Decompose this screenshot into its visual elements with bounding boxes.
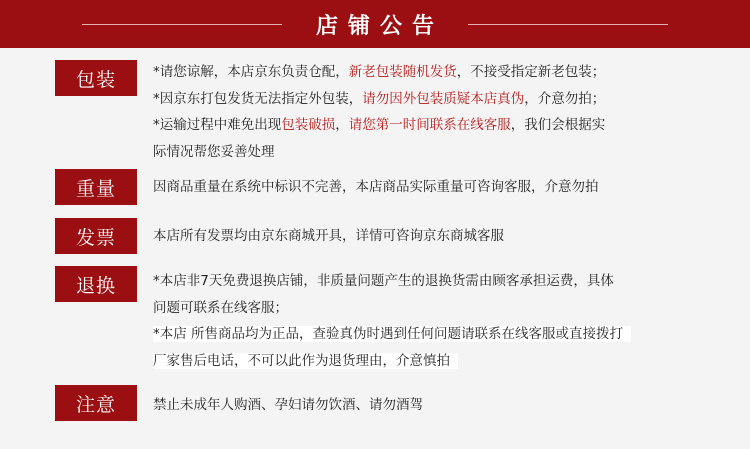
section-weight-text (153, 174, 713, 201)
section-label-weight: 重量 (55, 169, 137, 205)
section-notice-text (153, 392, 713, 419)
section-label-returns: 退换 (55, 266, 137, 302)
returns-line-4: 厂家售后电话，不可以此作为退货理由，介意慎拍 (153, 348, 713, 375)
returns-line-3: *本店 所售商品均为正品，查验真伪时遇到任何问题请联系在线客服或直接拨打 (153, 321, 713, 348)
packaging-line-4: 际情况帮您妥善处理 (153, 143, 275, 160)
packaging-line-3: *运输过程中难免出现包装破损，请您第一时间联系在线客服，我们会根据实 (153, 117, 606, 133)
banner-left-rule (82, 24, 282, 25)
page-title: 店铺公告 (315, 12, 444, 39)
returns-line-1: *本店非7天免费退换店铺，非质量问题产生的退换货需由顾客承担运费，具体 (153, 273, 614, 289)
invoice-line: 本店所有发票均由京东商城开具，详情可咨询京东商城客服 (153, 228, 504, 244)
section-label-notice: 注意 (55, 385, 137, 421)
packaging-line-1: *请您谅解，本店京东负责仓配，新老包装随机发货，不接受指定新老包装； (153, 64, 606, 80)
banner-right-rule (468, 24, 668, 25)
section-label-invoice: 发票 (55, 218, 137, 254)
returns-line-2: 问题可联系在线客服； (153, 299, 288, 316)
weight-line: 因商品重量在系统中标识不完善，本店商品实际重量可咨询客服，介意勿拍 (153, 179, 599, 195)
section-label-packaging: 包装 (55, 60, 137, 96)
packaging-line-2: *因京东打包发货无法指定外包装，请勿因外包装质疑本店真伪，介意勿拍； (153, 90, 606, 107)
section-invoice-text (153, 223, 713, 250)
notice-line: 禁止未成年人购酒、孕妇请勿饮酒、请勿酒驾 (153, 397, 423, 413)
section-returns-text (153, 268, 713, 374)
section-packaging-text (153, 59, 713, 165)
announcement-banner (0, 0, 750, 48)
